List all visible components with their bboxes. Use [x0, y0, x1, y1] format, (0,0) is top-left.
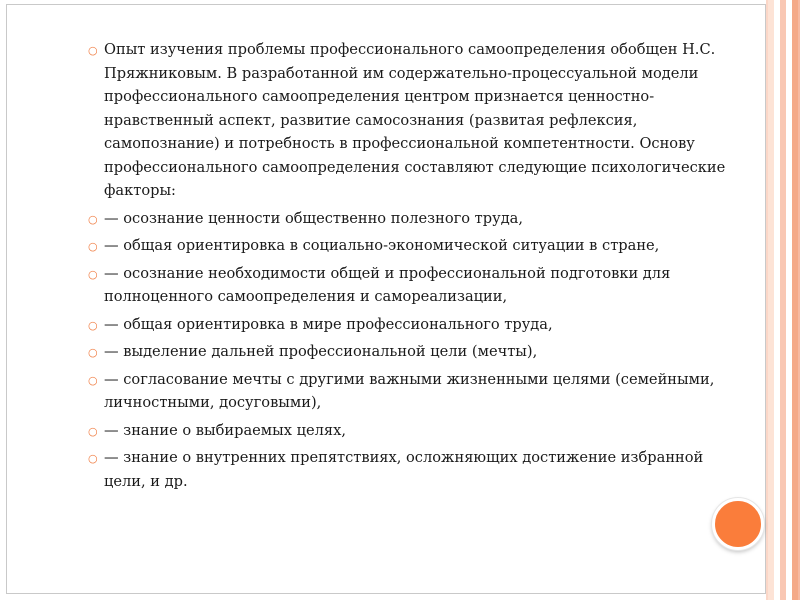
- bullet-text: — общая ориентировка в мире профессионального труда,: [104, 315, 553, 333]
- bullet-item-factor: [88, 419, 728, 443]
- circle-outline-bullet-icon: ○: [88, 424, 98, 438]
- bullet-item-intro: [88, 38, 728, 203]
- bullet-item-factor: [88, 262, 728, 309]
- circle-outline-bullet-icon: ○: [88, 212, 98, 226]
- bullet-item-factor: [88, 340, 728, 364]
- bullet-text: — выделение дальней профессиональной цели (мечты),: [104, 343, 538, 360]
- bullet-text: — согласование мечты с другими важными жизненными целями (семейными, личностными, досуговыми),: [104, 370, 715, 411]
- circle-outline-bullet-icon: ○: [88, 318, 98, 332]
- circle-outline-bullet-icon: ○: [88, 44, 98, 57]
- orange-circle-decoration: [712, 498, 764, 550]
- bullet-item-factor: [88, 446, 728, 493]
- slide-bullet-list: [88, 38, 728, 497]
- stripe-band: [792, 0, 798, 600]
- bullet-item-factor: [88, 234, 728, 258]
- bullet-text: — осознание необходимости общей и профессиональной подготовки для полноценного самоопределения и самореализации,: [104, 264, 671, 305]
- circle-outline-bullet-icon: ○: [88, 373, 98, 387]
- bullet-text: Опыт изучения проблемы профессионального самоопределения обобщен Н.С. Пряжниковым. В разработанной им содержательно-процессуальной модели профессионального самоопределения центром признается ценностно-нравственный аспект, развитие самосознания (развитая рефлексия, самопознание) и потребность в профессиональной компетентности. Основу профессионального самоопределения составляют следующие психологические факторы:: [104, 41, 726, 199]
- bullet-item-factor: [88, 207, 728, 231]
- circle-outline-bullet-icon: ○: [88, 452, 98, 465]
- bullet-item-factor: [88, 368, 728, 415]
- circle-outline-bullet-icon: ○: [88, 346, 98, 359]
- bullet-item-factor: [88, 313, 728, 337]
- circle-outline-bullet-icon: ○: [88, 267, 98, 281]
- bullet-text: — знание о выбираемых целях,: [104, 421, 347, 439]
- bullet-text: — знание о внутренних препятствиях, осложняющих достижение избранной цели, и др.: [104, 449, 704, 490]
- decorative-side-stripes: [766, 0, 800, 600]
- bullet-text: — осознание ценности общественно полезного труда,: [104, 209, 524, 227]
- bullet-text: — общая ориентировка в социально-экономической ситуации в стране,: [104, 237, 660, 254]
- circle-outline-bullet-icon: ○: [88, 240, 98, 253]
